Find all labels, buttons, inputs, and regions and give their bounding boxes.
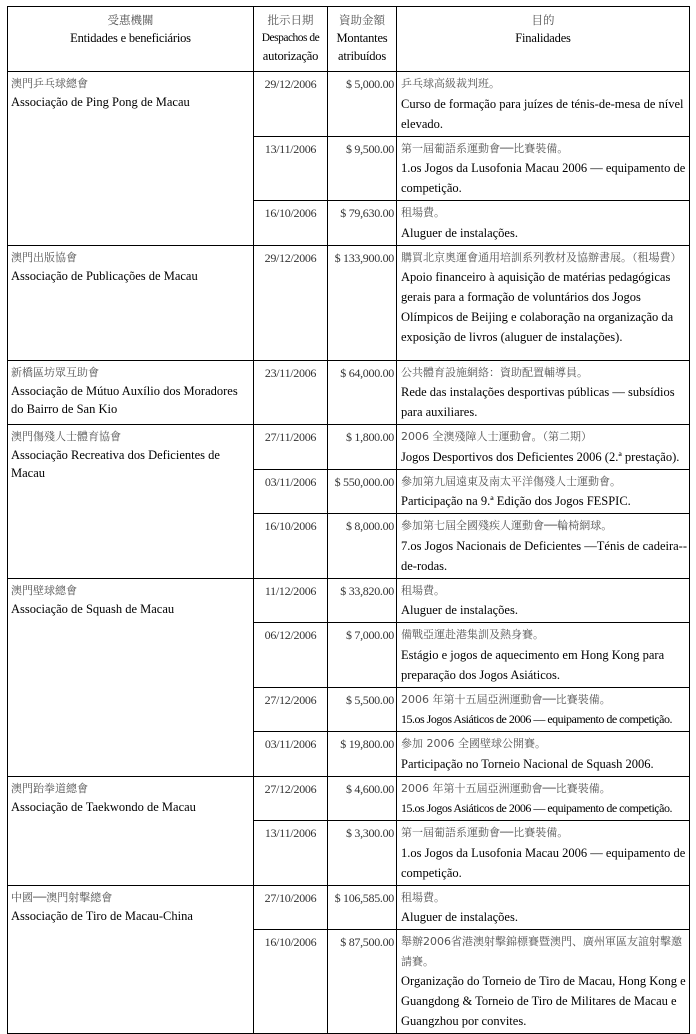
header-purpose <box>397 7 690 72</box>
purpose-pt: 7.os Jogos Nacionais de Deficientes —Ténis de cadeira--de-rodas. <box>401 538 688 573</box>
header-amount-pt-1: Montantes <box>336 31 388 45</box>
header-purpose-pt: Finalidades <box>515 31 571 45</box>
grant-purpose <box>397 469 690 514</box>
purpose-pt: Aluguer de instalações. <box>401 603 518 617</box>
grant-amount: $ 87,500.00 <box>328 930 397 1034</box>
purpose-zh: 購買北京奧運會通用培訓系列教材及協辦書展。（租場費） <box>401 250 682 264</box>
purpose-zh: 第一屆葡語系運動會──比賽裝備。 <box>401 826 569 839</box>
entity-cell <box>8 360 254 425</box>
entity-name-zh: 澳門出版協會 <box>11 250 77 264</box>
purpose-zh: 參加第七屆全國殘疾人運動會──輪椅網球。 <box>401 519 613 532</box>
grant-date: 23/11/2006 <box>254 360 328 425</box>
purpose-zh: 舉辦2006省港澳射擊錦標賽暨澳門、廣州軍區友誼射擊邀請賽。 <box>401 935 682 968</box>
purpose-pt: Jogos Desportivos dos Deficientes 2006 (2.ª prestação). <box>401 449 680 464</box>
entity-cell <box>8 776 254 885</box>
purpose-zh: 第一屆葡語系運動會──比賽裝備。 <box>401 141 569 155</box>
entity-name-pt: Associação de Taekwondo de Macau <box>11 799 196 814</box>
grant-purpose <box>397 514 690 579</box>
header-date-pt-1: Despachos de <box>261 32 320 44</box>
table-row <box>8 72 690 137</box>
grant-date: 29/12/2006 <box>254 245 328 360</box>
entity-name-pt: Associação de Tiro de Macau-China <box>11 908 193 923</box>
grant-amount: $ 79,630.00 <box>328 201 397 246</box>
purpose-zh: 租場費。 <box>401 583 445 597</box>
entity-name-pt: Associação Recreativa dos Deficientes de Macau <box>11 448 220 480</box>
grant-purpose <box>397 245 690 360</box>
entity-name-pt: Associação de Ping Pong de Macau <box>11 95 190 109</box>
grant-date: 16/10/2006 <box>254 201 328 246</box>
grant-amount: $ 5,000.00 <box>328 72 397 137</box>
grant-purpose <box>397 930 690 1034</box>
purpose-pt: Aluguer de instalações. <box>401 225 518 240</box>
grant-purpose <box>397 885 690 930</box>
grant-purpose <box>397 623 690 688</box>
entity-cell <box>8 425 254 579</box>
entity-name-zh: 澳門跆拳道總會 <box>11 781 88 795</box>
entity-cell <box>8 72 254 246</box>
grant-amount: $ 3,300.00 <box>328 821 397 886</box>
entity-cell <box>8 245 254 360</box>
grant-purpose <box>397 201 690 246</box>
purpose-pt: Curso de formação para juízes de ténis-de-mesa de nível elevado. <box>401 96 684 131</box>
entity-name-zh: 澳門傷殘人士體育協會 <box>11 430 121 443</box>
grant-amount: $ 5,500.00 <box>328 687 397 732</box>
purpose-pt: Rede das instalações desportivas públicas — subsídios para auxiliares. <box>401 385 675 419</box>
grant-date: 27/10/2006 <box>254 885 328 930</box>
grant-purpose <box>397 425 690 470</box>
grants-table <box>7 6 690 1034</box>
table-row <box>8 245 690 360</box>
entity-name-zh: 澳門乒乓球總會 <box>11 77 88 90</box>
purpose-zh: 租場費。 <box>401 206 445 219</box>
grant-date: 13/11/2006 <box>254 821 328 886</box>
entity-cell <box>8 578 254 776</box>
header-date-zh: 批示日期 <box>267 13 314 27</box>
table-body <box>8 72 690 1034</box>
purpose-zh: 2006 年第十五屆亞洲運動會──比賽裝備。 <box>401 692 611 706</box>
grant-date: 06/12/2006 <box>254 623 328 688</box>
entity-name-pt: Associação de Squash de Macau <box>11 601 175 616</box>
grant-date: 27/11/2006 <box>254 425 328 470</box>
grant-amount: $ 4,600.00 <box>328 776 397 821</box>
purpose-zh: 乒乓球高級裁判班。 <box>401 77 500 90</box>
grant-date: 11/12/2006 <box>254 578 328 623</box>
grant-date: 27/12/2006 <box>254 776 328 821</box>
grant-amount: $ 19,800.00 <box>328 732 397 777</box>
grant-date: 03/11/2006 <box>254 732 328 777</box>
grant-amount: $ 1,800.00 <box>328 425 397 470</box>
grant-purpose <box>397 687 690 732</box>
grant-purpose <box>397 732 690 777</box>
table-row <box>8 885 690 930</box>
grant-purpose <box>397 136 690 201</box>
entity-name-pt: Associação de Mútuo Auxílio dos Moradores do Bairro de San Kio <box>11 383 238 416</box>
grant-amount: $ 33,820.00 <box>328 578 397 623</box>
grant-purpose <box>397 776 690 821</box>
grant-purpose <box>397 578 690 623</box>
header-purpose-zh: 目的 <box>531 13 555 27</box>
header-amount-pt-2: atribuídos <box>338 49 386 63</box>
table-row <box>8 360 690 425</box>
grant-date: 29/12/2006 <box>254 72 328 137</box>
table-row <box>8 425 690 470</box>
purpose-pt: 1.os Jogos da Lusofonia Macau 2006 — equipamento de competição. <box>401 161 686 195</box>
grant-date: 16/10/2006 <box>254 930 328 1034</box>
header-entities-pt: Entidades e beneficiários <box>70 31 191 45</box>
purpose-pt: 15.os Jogos Asiáticos de 2006 — equipamento de competição. <box>401 712 672 726</box>
entity-name-zh: 新橋區坊眾互助會 <box>11 365 99 379</box>
grant-date: 27/12/2006 <box>254 687 328 732</box>
grant-date: 03/11/2006 <box>254 469 328 514</box>
grant-amount: $ 9,500.00 <box>328 136 397 201</box>
grant-purpose <box>397 360 690 425</box>
purpose-pt: Apoio financeiro à aquisição de matérias pedagógicas gerais para a formação de voluntários dos Jogos Olímpicos de Beijing e colaboração na organização da exposição de livros (aluguer de instalações). <box>401 270 674 344</box>
table-header-row <box>8 7 690 72</box>
grant-purpose <box>397 72 690 137</box>
header-entities <box>8 7 254 72</box>
header-date-pt-2: autorização <box>262 49 319 63</box>
grant-amount: $ 64,000.00 <box>328 360 397 425</box>
grant-purpose <box>397 821 690 886</box>
purpose-pt: Organização do Torneio de Tiro de Macau, Hong Kong e Guangdong & Torneio de Tiro de Militares de Macau e Guangzhou por convites. <box>401 974 686 1028</box>
header-amount <box>328 7 397 72</box>
entity-name-zh: 中國──澳門射擊總會 <box>11 890 113 904</box>
grant-amount: $ 8,000.00 <box>328 514 397 579</box>
table-row <box>8 776 690 821</box>
table-row <box>8 578 690 623</box>
purpose-pt: Estágio e jogos de aquecimento em Hong Kong para preparação dos Jogos Asiáticos. <box>401 647 665 682</box>
purpose-pt: Aluguer de instalações. <box>401 910 518 924</box>
purpose-zh: 參加第九屆遠東及南太平洋傷殘人士運動會。 <box>401 474 621 488</box>
purpose-pt: 1.os Jogos da Lusofonia Macau 2006 — equipamento de competição. <box>401 845 686 880</box>
purpose-zh: 2006 全澳殘障人士運動會。（第二期） <box>401 430 592 443</box>
purpose-zh: 參加 2006 全國壁球公開賽。 <box>401 737 546 750</box>
grant-amount: $ 106,585.00 <box>328 885 397 930</box>
purpose-zh: 備戰亞運赴港集訓及熱身賽。 <box>401 628 544 641</box>
purpose-pt: 15.os Jogos Asiáticos de 2006 — equipamento de competição. <box>401 801 672 815</box>
grant-amount: $ 133,900.00 <box>328 245 397 360</box>
entity-name-zh: 澳門壁球總會 <box>11 583 77 597</box>
header-entities-zh: 受惠機關 <box>107 13 154 27</box>
entity-cell <box>8 885 254 1034</box>
purpose-zh: 公共體育設施網絡：資助配置輔導員。 <box>401 365 588 379</box>
grant-amount: $ 550,000.00 <box>328 469 397 514</box>
header-date <box>254 7 328 72</box>
purpose-pt: Participação na 9.ª Edição dos Jogos FESPIC. <box>401 494 631 508</box>
purpose-pt: Participação no Torneio Nacional de Squash 2006. <box>401 756 654 771</box>
entity-name-pt: Associação de Publicações de Macau <box>11 268 198 283</box>
header-amount-zh: 資助金額 <box>339 13 385 27</box>
grant-amount: $ 7,000.00 <box>328 623 397 688</box>
grant-date: 13/11/2006 <box>254 136 328 201</box>
purpose-zh: 租場費。 <box>401 890 445 904</box>
purpose-zh: 2006 年第十五屆亞洲運動會──比賽裝備。 <box>401 781 611 795</box>
grant-date: 16/10/2006 <box>254 514 328 579</box>
